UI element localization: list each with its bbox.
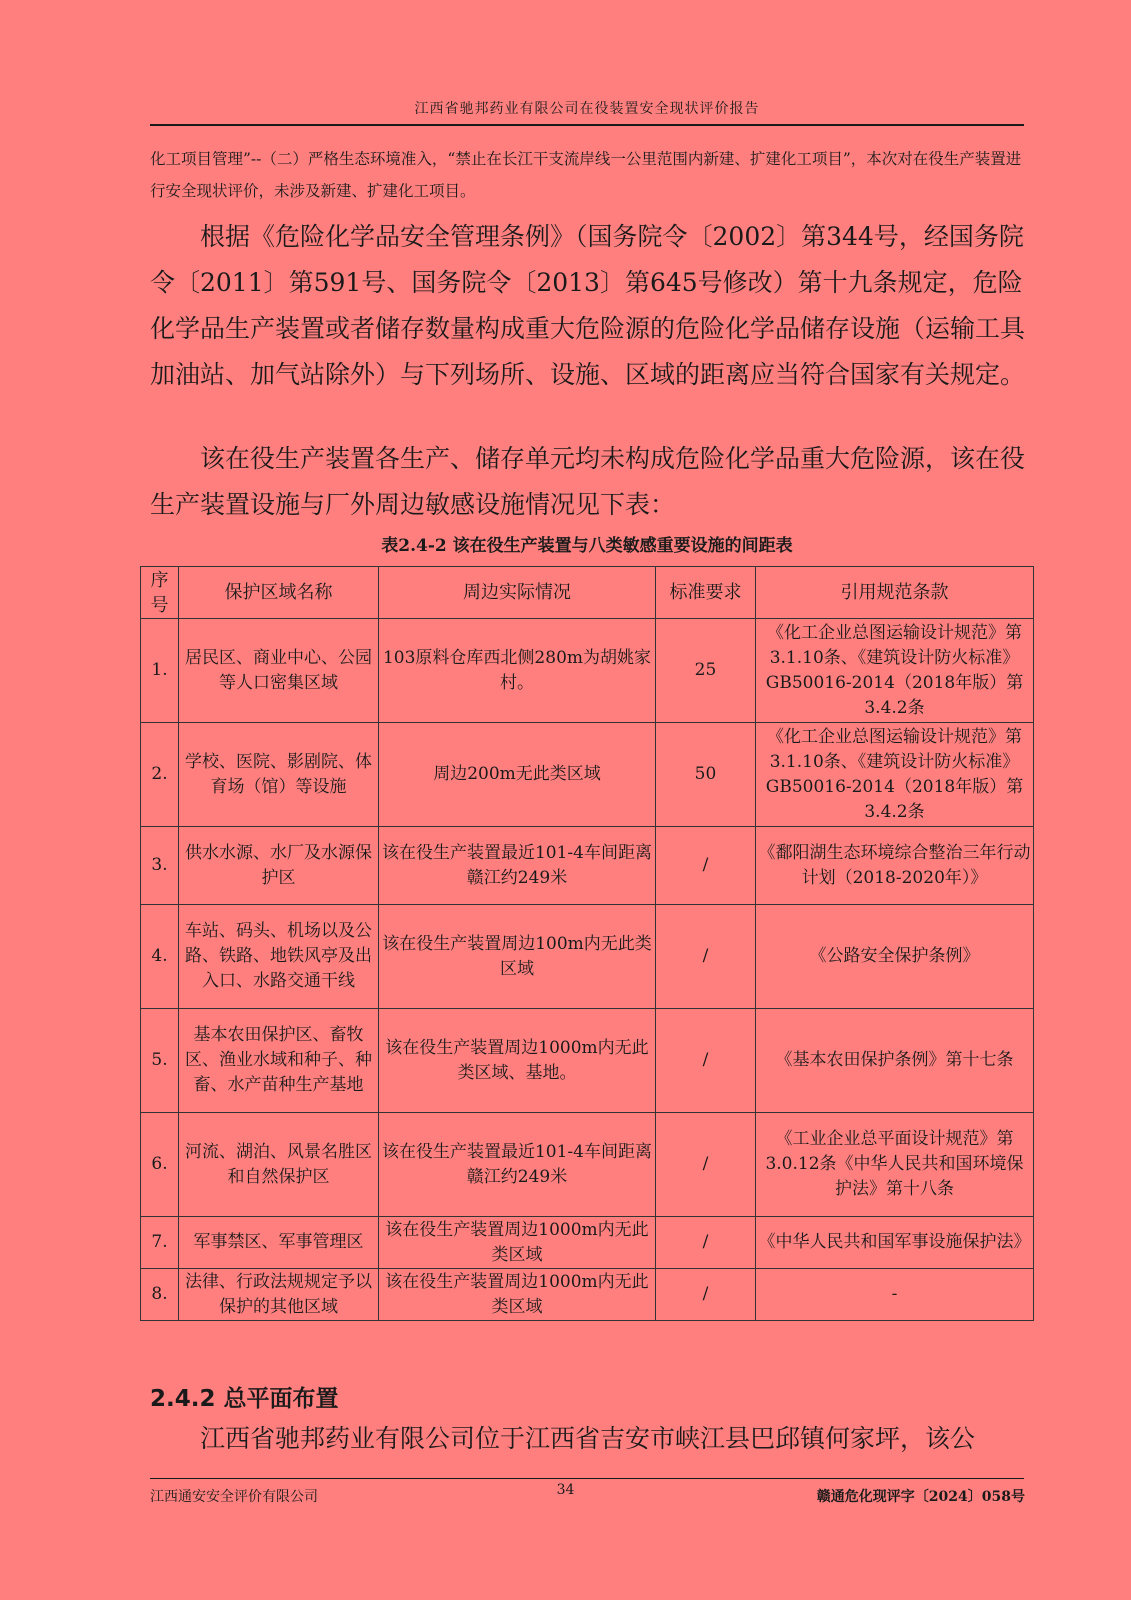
table-row [141,619,1034,723]
cell-actual-situation: 该在役生产装置周边1000m内无此类区域、基地。 [379,1009,656,1113]
cell-index: 7. [141,1217,179,1269]
cell-actual-situation: 周边200m无此类区域 [379,723,656,827]
cell-regulation: 《工业企业总平面设计规范》第3.0.12条《中华人民共和国环境保护法》第十八条 [756,1113,1034,1217]
cell-standard: / [656,1269,756,1321]
table-row [141,1113,1034,1217]
cell-index: 5. [141,1009,179,1113]
table-row [141,905,1034,1009]
cell-index: 3. [141,827,179,905]
cell-standard: 25 [656,619,756,723]
cell-actual-situation: 103原料仓库西北侧280m为胡姚家村。 [379,619,656,723]
table-row [141,1217,1034,1269]
cell-regulation: 《基本农田保护条例》第十七条 [756,1009,1034,1113]
cell-actual-situation: 该在役生产装置周边100m内无此类区域 [379,905,656,1009]
footer-divider [150,1478,1024,1479]
table-row [141,1269,1034,1321]
cell-area-name: 河流、湖泊、风景名胜区和自然保护区 [179,1113,379,1217]
cell-area-name: 学校、医院、影剧院、体育场（馆）等设施 [179,723,379,827]
paragraph-1: 化工项目管理”--（二）严格生态环境准入，“禁止在长江干支流岸线一公里范围内新建、扩建化工项目”，本次对在役生产装置进行安全现状评价，未涉及新建、扩建化工项目。 [150,150,1022,200]
header-standard: 标准要求 [656,567,756,619]
page-number: 34 [556,1482,575,1498]
cell-regulation: 《中华人民共和国军事设施保护法》 [756,1217,1034,1269]
paragraph-3: 该在役生产装置各生产、储存单元均未构成危险化学品重大危险源，该在役生产装置设施与厂外周边敏感设施情况见下表： [150,444,1026,519]
paragraph-2: 根据《危险化学品安全管理条例》（国务院令〔2002〕第344号，经国务院令〔2011〕第591号、国务院令〔2013〕第645号修改）第十九条规定，危险化学品生产装置或者储存数量构成重大危险源的危险化学品储存设施（运输工具加油站、加气站除外）与下列场所、设施、区域的距离应当符合国家有关规定。 [150,222,1026,389]
cell-actual-situation: 该在役生产装置最近101-4车间距离赣江约249米 [379,827,656,905]
cell-standard: 50 [656,723,756,827]
table-caption: 表2.4-2 该在役生产装置与八类敏感重要设施的间距表 [381,536,793,556]
paragraph-4: 江西省驰邦药业有限公司位于江西省吉安市峡江县巴邱镇何家坪，该公 [200,1424,976,1453]
footer-company: 江西通安安全评价有限公司 [150,1489,318,1505]
cell-standard: / [656,1113,756,1217]
header-index: 序号 [141,567,179,619]
page-header-title: 江西省驰邦药业有限公司在役装置安全现状评价报告 [414,101,760,117]
cell-index: 1. [141,619,179,723]
section-heading: 2.4.2 总平面布置 [150,1386,339,1412]
cell-area-name: 居民区、商业中心、公园等人口密集区域 [179,619,379,723]
header-regulation: 引用规范条款 [756,567,1034,619]
cell-actual-situation: 该在役生产装置周边1000m内无此类区域 [379,1217,656,1269]
cell-index: 4. [141,905,179,1009]
cell-regulation: - [756,1269,1034,1321]
cell-index: 2. [141,723,179,827]
footer-document-number: 赣通危化现评字〔2024〕058号 [816,1489,1025,1505]
cell-area-name: 基本农田保护区、畜牧区、渔业水域和种子、种畜、水产苗种生产基地 [179,1009,379,1113]
cell-area-name: 供水水源、水厂及水源保护区 [179,827,379,905]
cell-area-name: 军事禁区、军事管理区 [179,1217,379,1269]
cell-index: 8. [141,1269,179,1321]
cell-standard: / [656,1009,756,1113]
cell-regulation: 《化工企业总图运输设计规范》第3.1.10条、《建筑设计防火标准》GB50016-2014（2018年版）第3.4.2条 [756,723,1034,827]
cell-actual-situation: 该在役生产装置周边1000m内无此类区域 [379,1269,656,1321]
header-area-name: 保护区域名称 [179,567,379,619]
cell-standard: / [656,827,756,905]
cell-standard: / [656,1217,756,1269]
header-divider [150,124,1024,126]
cell-standard: / [656,905,756,1009]
cell-index: 6. [141,1113,179,1217]
distance-table [140,566,1034,1321]
header-actual-situation: 周边实际情况 [379,567,656,619]
cell-area-name: 法律、行政法规规定予以保护的其他区域 [179,1269,379,1321]
cell-regulation: 《公路安全保护条例》 [756,905,1034,1009]
cell-regulation: 《化工企业总图运输设计规范》第3.1.10条、《建筑设计防火标准》GB50016-2014（2018年版）第3.4.2条 [756,619,1034,723]
cell-regulation: 《鄱阳湖生态环境综合整治三年行动计划（2018-2020年）》 [756,827,1034,905]
table-row [141,723,1034,827]
table-row [141,1009,1034,1113]
cell-actual-situation: 该在役生产装置最近101-4车间距离赣江约249米 [379,1113,656,1217]
cell-area-name: 车站、码头、机场以及公路、铁路、地铁风亭及出入口、水路交通干线 [179,905,379,1009]
table-header-row [141,567,1034,619]
table-row [141,827,1034,905]
